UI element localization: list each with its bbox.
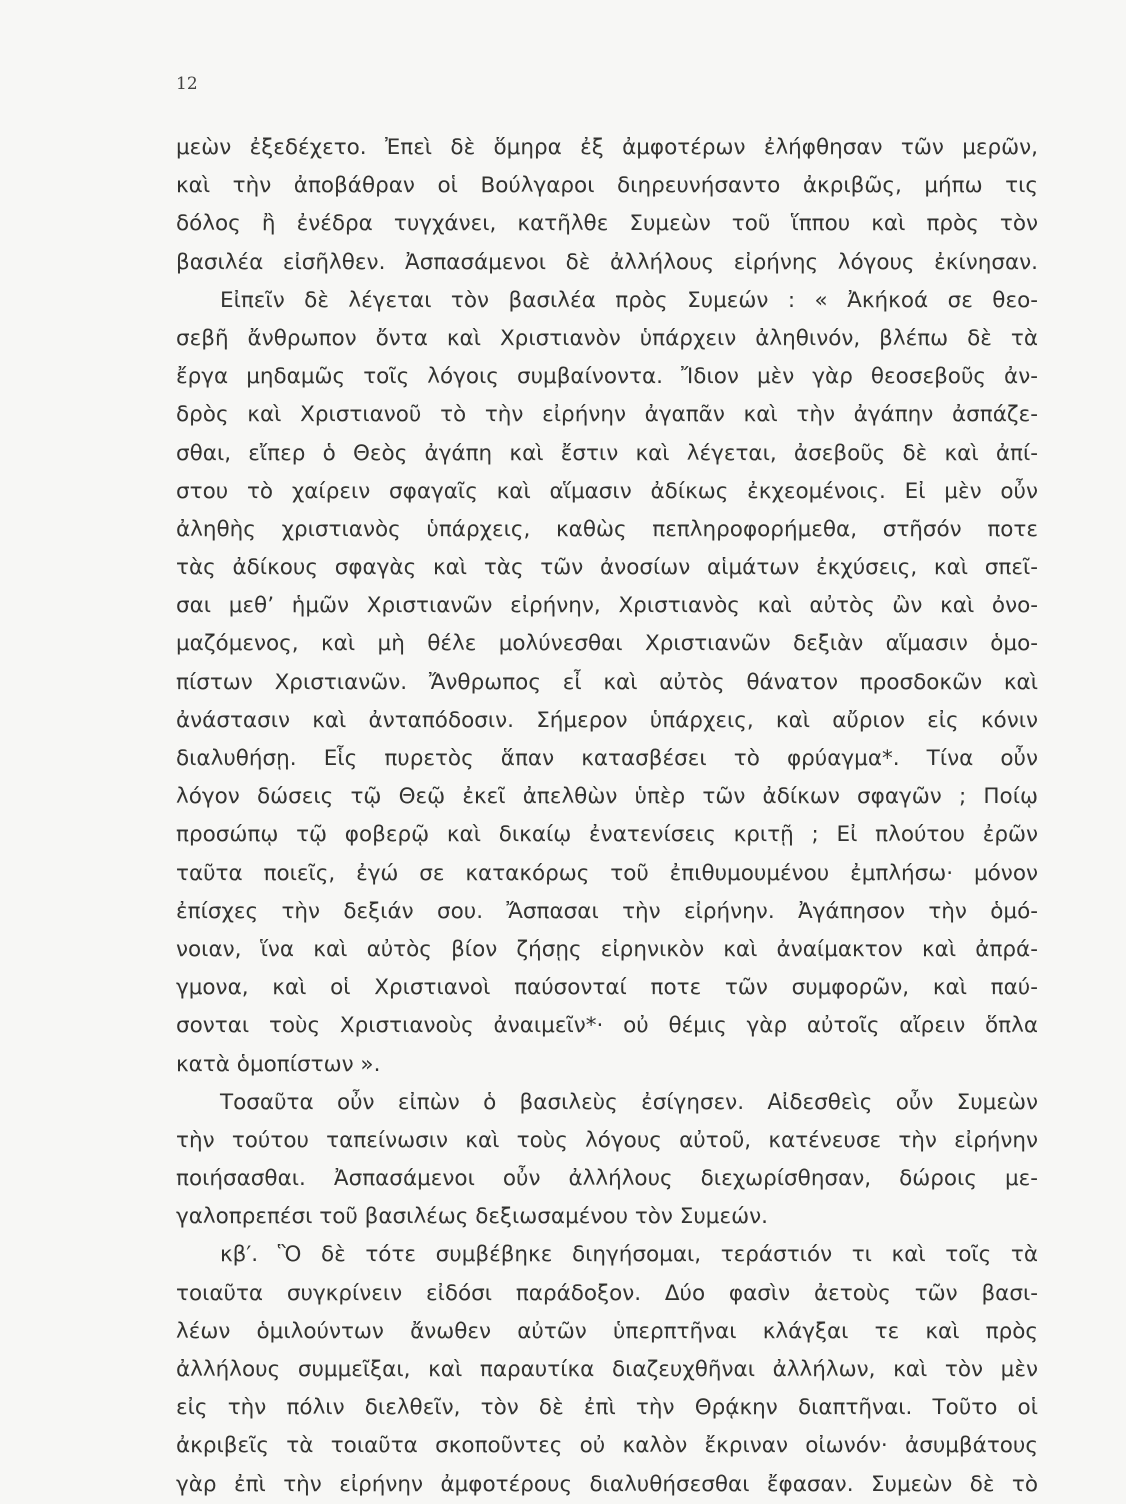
text-line: τὰς ἀδίκους σφαγὰς καὶ τὰς τῶν ἀνοσίων αἱμάτων ἐκχύσεις, καὶ σπεῖ- <box>176 555 1038 581</box>
text-line: σονται τοὺς Χριστιανοὺς ἀναιμεῖν*· οὐ θέμις γὰρ αὐτοῖς αἴρειν ὅπλα <box>176 1013 1038 1039</box>
text-line: τὴν τούτου ταπείνωσιν καὶ τοὺς λόγους αὐτοῦ, κατένευσε τὴν εἰρήνην <box>176 1127 1038 1153</box>
text-line: διαλυθήσῃ. Εἷς πυρετὸς ἅπαν κατασβέσει τὸ φρύαγμα*. Τίνα οὖν <box>176 746 1038 771</box>
text-line: ἐπίσχες τὴν δεξιάν σου. Ἄσπασαι τὴν εἰρήνην. Ἀγάπησον τὴν ὁμό- <box>176 898 1038 924</box>
text-line: ἀληθὴς χριστιανὸς ὑπάρχεις, καθὼς πεπληροφορήμεθα, στῆσόν ποτε <box>176 516 1038 542</box>
text-line: κβ′. Ὃ δὲ τότε συμβέβηκε διηγήσομαι, τεράστιόν τι καὶ τοῖς τὰ <box>220 1242 1038 1268</box>
text-line: ταῦτα ποιεῖς, ἐγώ σε κατακόρως τοῦ ἐπιθυμουμένου ἐμπλήσω· μόνον <box>176 860 1038 886</box>
text-line: Τοσαῦτα οὖν εἰπὼν ὁ βασιλεὺς ἐσίγησεν. Αἰδεσθεὶς οὖν Συμεὼν <box>220 1089 1038 1115</box>
text-line: ἀνάστασιν καὶ ἀνταπόδοσιν. Σήμερον ὑπάρχεις, καὶ αὔριον εἰς κόνιν <box>176 707 1038 733</box>
text-line: κατὰ ὁμοπίστων ». <box>176 1051 381 1077</box>
text-line: ἔργα μηδαμῶς τοῖς λόγοις συμβαίνοντα. Ἴδιον μὲν γὰρ θεοσεβοῦς ἀν- <box>176 364 1038 390</box>
text-line: γαλοπρεπέσι τοῦ βασιλέως δεξιωσαμένου τὸν Συμεών. <box>176 1204 768 1230</box>
text-line: σεβῆ ἄνθρωπον ὄντα καὶ Χριστιανὸν ὑπάρχειν ἀληθινόν, βλέπω δὲ τὰ <box>176 325 1038 351</box>
text-line: προσώπῳ τῷ φοβερῷ καὶ δικαίῳ ἐνατενίσεις κριτῇ ; Εἰ πλούτου ἐρῶν <box>176 822 1038 848</box>
text-line: βασιλέα εἰσῆλθεν. Ἀσπασάμενοι δὲ ἀλλήλους εἰρήνης λόγους ἐκίνησαν. <box>176 249 1038 275</box>
text-line: τοιαῦτα συγκρίνειν εἰδόσι παράδοξον. Δύο φασὶν ἀετοὺς τῶν βασι- <box>176 1280 1038 1306</box>
text-line: εἰς τὴν πόλιν διελθεῖν, τὸν δὲ ἐπὶ τὴν Θρᾴκην διαπτῆναι. Τοῦτο οἱ <box>176 1395 1038 1421</box>
text-line: σαι μεθ’ ἡμῶν Χριστιανῶν εἰρήνην, Χριστιανὸς καὶ αὐτὸς ὢν καὶ ὀνο- <box>176 593 1038 619</box>
text-line: ποιήσασθαι. Ἀσπασάμενοι οὖν ἀλλήλους διεχωρίσθησαν, δώροις με- <box>176 1166 1038 1192</box>
text-line: λέων ὁμιλούντων ἄνωθεν αὐτῶν ὑπερπτῆναι κλάγξαι τε καὶ πρὸς <box>176 1318 1038 1344</box>
text-line: δρὸς καὶ Χριστιανοῦ τὸ τὴν εἰρήνην ἀγαπᾶν καὶ τὴν ἀγάπην ἀσπάζε- <box>176 402 1038 428</box>
text-line: ἀκριβεῖς τὰ τοιαῦτα σκοποῦντες οὐ καλὸν ἔκριναν οἰωνόν· ἀσυμβάτους <box>176 1433 1038 1459</box>
text-line: γμονα, καὶ οἱ Χριστιανοὶ παύσονταί ποτε τῶν συμφορῶν, καὶ παύ- <box>176 975 1038 1001</box>
text-line: πίστων Χριστιανῶν. Ἄνθρωπος εἶ καὶ αὐτὸς θάνατον προσδοκῶν καὶ <box>176 669 1038 695</box>
text-line: δόλος ἢ ἐνέδρα τυγχάνει, κατῆλθε Συμεὼν τοῦ ἵππου καὶ πρὸς τὸν <box>176 211 1038 237</box>
text-line: σθαι, εἴπερ ὁ Θεὸς ἀγάπη καὶ ἔστιν καὶ λέγεται, ἀσεβοῦς δὲ καὶ ἀπί- <box>176 440 1038 466</box>
text-line: λόγον δώσεις τῷ Θεῷ ἐκεῖ ἀπελθὼν ὑπὲρ τῶν ἀδίκων σφαγῶν ; Ποίῳ <box>176 784 1038 810</box>
body-text <box>176 129 1038 1504</box>
page-number: 12 <box>176 74 198 94</box>
text-line: στου τὸ χαίρειν σφαγαῖς καὶ αἵμασιν ἀδίκως ἐκχεομένοις. Εἰ μὲν οὖν <box>176 478 1038 504</box>
text-line: καὶ τὴν ἀποβάθραν οἱ Βούλγαροι διηρευνήσαντο ἀκριβῶς, μήπω τις <box>176 173 1038 199</box>
text-line: νοιαν, ἵνα καὶ αὐτὸς βίον ζήσῃς εἰρηνικὸν καὶ ἀναίμακτον καὶ ἀπρά- <box>176 936 1038 962</box>
text-line: Εἰπεῖν δὲ λέγεται τὸν βασιλέα πρὸς Συμεών : « Ἀκήκοά σε θεο- <box>220 287 1038 313</box>
text-line: μαζόμενος, καὶ μὴ θέλε μολύνεσθαι Χριστιανῶν δεξιὰν αἵμασιν ὁμο- <box>176 631 1038 657</box>
text-line: ἀλλήλους συμμεῖξαι, καὶ παραυτίκα διαζευχθῆναι ἀλλήλων, καὶ τὸν μὲν <box>176 1357 1038 1382</box>
text-line: γὰρ ἐπὶ τὴν εἰρήνην ἀμφοτέρους διαλυθήσεσθαι ἔφασαν. Συμεὼν δὲ τὸ <box>176 1471 1038 1497</box>
text-line: μεὼν ἐξεδέχετο. Ἐπεὶ δὲ ὅμηρα ἐξ ἀμφοτέρων ἐλήφθησαν τῶν μερῶν, <box>176 135 1038 160</box>
